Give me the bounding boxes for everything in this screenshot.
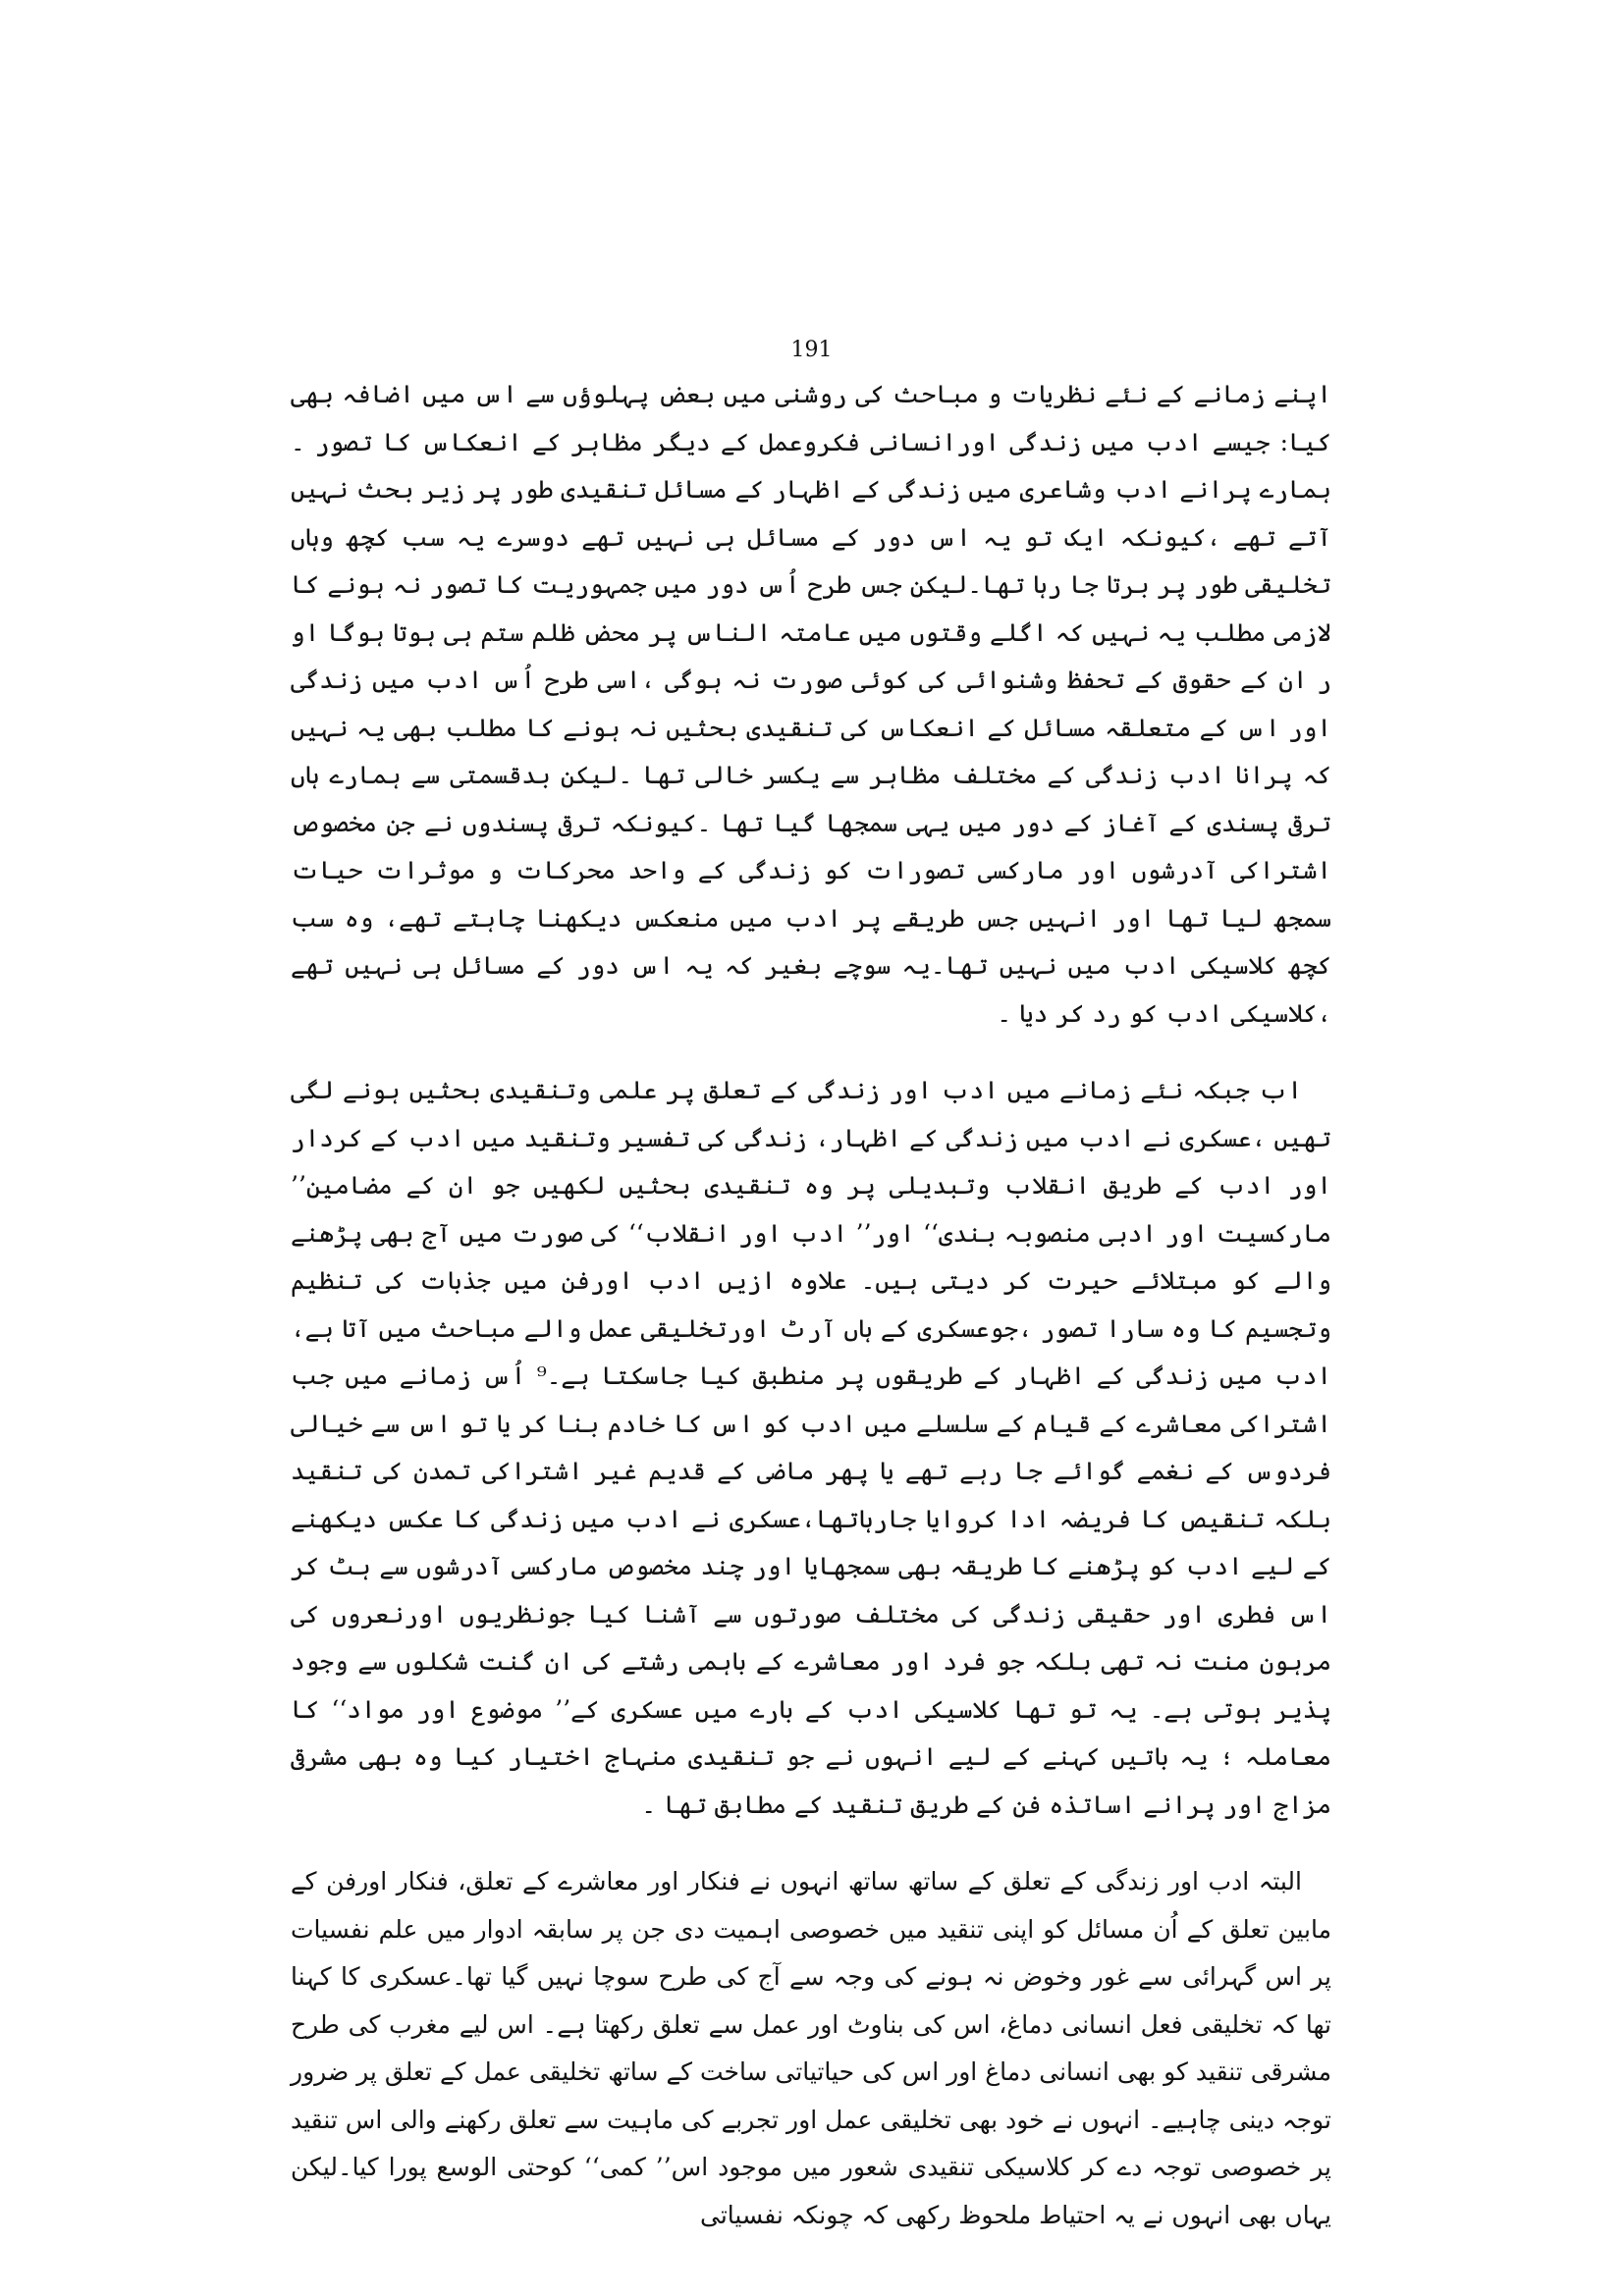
- page-number: 191: [790, 338, 833, 362]
- paragraph-3: البتہ ادب اور زندگی کے تعلق کے ساتھ ساتھ انہوں نے فنکار اور معاشرے کے تعلق، فنکار اورفن کے مابین تعلق کے اُن مسائل کو اپنی تنقید میں خصوصی اہمیت دی جن پر سابقہ ادوار میں علم نفسیات پر اس گہرائی سے غور وخوض نہ ہونے کی وجہ سے آج کی طرح سوچا نہیں گیا تھا۔عسکری کا کہنا تھا کہ تخلیقی فعل انسانی دماغ، اس کی بناوٹ اور عمل سے تعلق رکھتا ہے۔ اس لیے مغرب کی طرح مشرقی تنقید کو بھی انسانی دماغ اور اس کی حیاتیاتی ساخت کے ساتھ تخلیقی عمل کے تعلق پر ضرور توجہ دینی چاہیے۔ انہوں نے خود بھی تخلیقی عمل اور تجربے کی ماہیت سے تعلق رکھنے والی اس تنقید پر خصوصی توجہ دے کر کلاسیکی تنقیدی شعور میں موجود اس’’ کمی‘‘ کوحتی الوسع پورا کیا۔لیکن یہاں بھی انہوں نے یہ احتیاط ملحوظ رکھی کہ چونکہ نفسیاتی: [291, 1867, 1331, 2229]
- paragraph-2: اب جبکہ نئے زمانے میں ادب اور زندگی کے تعلق پر علمی وتنقیدی بحثیں ہونے لگی تھیں ،عسکری نے ادب میں زندگی کے اظہار، زندگی کی تفسیر وتنقید میں ادب کے کردار اور ادب کے طریق انقلاب وتبدیلی پر وہ تنقیدی بحثیں لکھیں جو ان کے مضامین’’ مارکسیت اور ادبی منصوبہ بندی‘‘ اور’’ ادب اور انقلاب‘‘ کی صورت میں آج بھی پڑھنے والے کو مبتلائے حیرت کر دیتی ہیں۔ علاوہ ازیں ادب اورفن میں جذبات کی تنظیم وتجسیم کا وہ سارا تصور ،جوعسکری کے ہاں آرٹ اورتخلیقی عمل والے مباحث میں آتا ہے، ادب میں زندگی کے اظہار کے طریقوں پر منطبق کیا جاسکتا ہے۔⁹ اُس زمانے میں جب اشتراکی معاشرے کے قیام کے سلسلے میں ادب کو اس کا خادم بنا کر یا تو اس سے خیالی فردوس کے نغمے گوائے جا رہے تھے یا پھر ماضی کے قدیم غیر اشتراکی تمدن کی تنقید بلکہ تنقیص کا فریضہ ادا کروایا جارہاتھا،عسکری نے ادب میں زندگی کا عکس دیکھنے کے لیے ادب کو پڑھنے کا طریقہ بھی سمجھایا اور چند مخصوص مارکسی آدرشوں سے ہٹ کر اس فطری اور حقیقی زندگی کی مختلف صورتوں سے آشنا کیا جونظریوں اورنعروں کی مرہون منت نہ تھی بلکہ جو فرد اور معاشرے کے باہمی رشتے کی ان گنت شکلوں سے وجود پذیر ہوتی ہے۔ یہ تو تھا کلاسیکی ادب کے بارے میں عسکری کے’’ موضوع اور مواد‘‘ کا معاملہ ؛ یہ باتیں کہنے کے لیے انہوں نے جو تنقیدی منہاج اختیار کیا وہ بھی مشرقی مزاج اور پرانے اساتذہ فن کے طریق تنقید کے مطابق تھا ۔: [291, 1076, 1331, 1819]
- body-text: [291, 371, 1331, 2239]
- paragraph-1: اپنے زمانے کے نئے نظریات و مباحث کی روشنی میں بعض پہلوؤں سے اس میں اضافہ بھی کیا: جیسے ادب میں زندگی اورانسانی فکروعمل کے دیگر مظاہر کے انعکاس کا تصور ۔ہمارے پرانے ادب وشاعری میں زندگی کے اظہار کے مسائل تنقیدی طور پر زیر بحث نہیں آتے تھے ،کیونکہ ایک تو یہ اس دور کے مسائل ہی نہیں تھے دوسرے یہ سب کچھ وہاں تخلیقی طور پر برتا جا رہا تھا۔لیکن جس طرح اُس دور میں جمہوریت کا تصور نہ ہونے کا لازمی مطلب یہ نہیں کہ اگلے وقتوں میں عامتہ الناس پر محض ظلم ستم ہی ہوتا ہوگا او ر ان کے حقوق کے تحفظ وشنوائی کی کوئی صورت نہ ہوگی ،اسی طرح اُس ادب میں زندگی اور اس کے متعلقہ مسائل کے انعکاس کی تنقیدی بحثیں نہ ہونے کا مطلب بھی یہ نہیں کہ پرانا ادب زندگی کے مختلف مظاہر سے یکسر خالی تھا ۔لیکن بدقسمتی سے ہمارے ہاں ترقی پسندی کے آغاز کے دور میں یہی سمجھا گیا تھا ۔کیونکہ ترقی پسندوں نے جن مخصوص اشتراکی آدرشوں اور مارکسی تصورات کو زندگی کے واحد محرکات و موثرات حیات سمجھ لیا تھا اور انہیں جس طریقے پر ادب میں منعکس دیکھنا چاہتے تھے، وہ سب کچھ کلاسیکی ادب میں نہیں تھا۔یہ سوچے بغیر کہ یہ اس دور کے مسائل ہی نہیں تھے ،کلاسیکی ادب کو رد کر دیا ۔: [291, 380, 1331, 1028]
